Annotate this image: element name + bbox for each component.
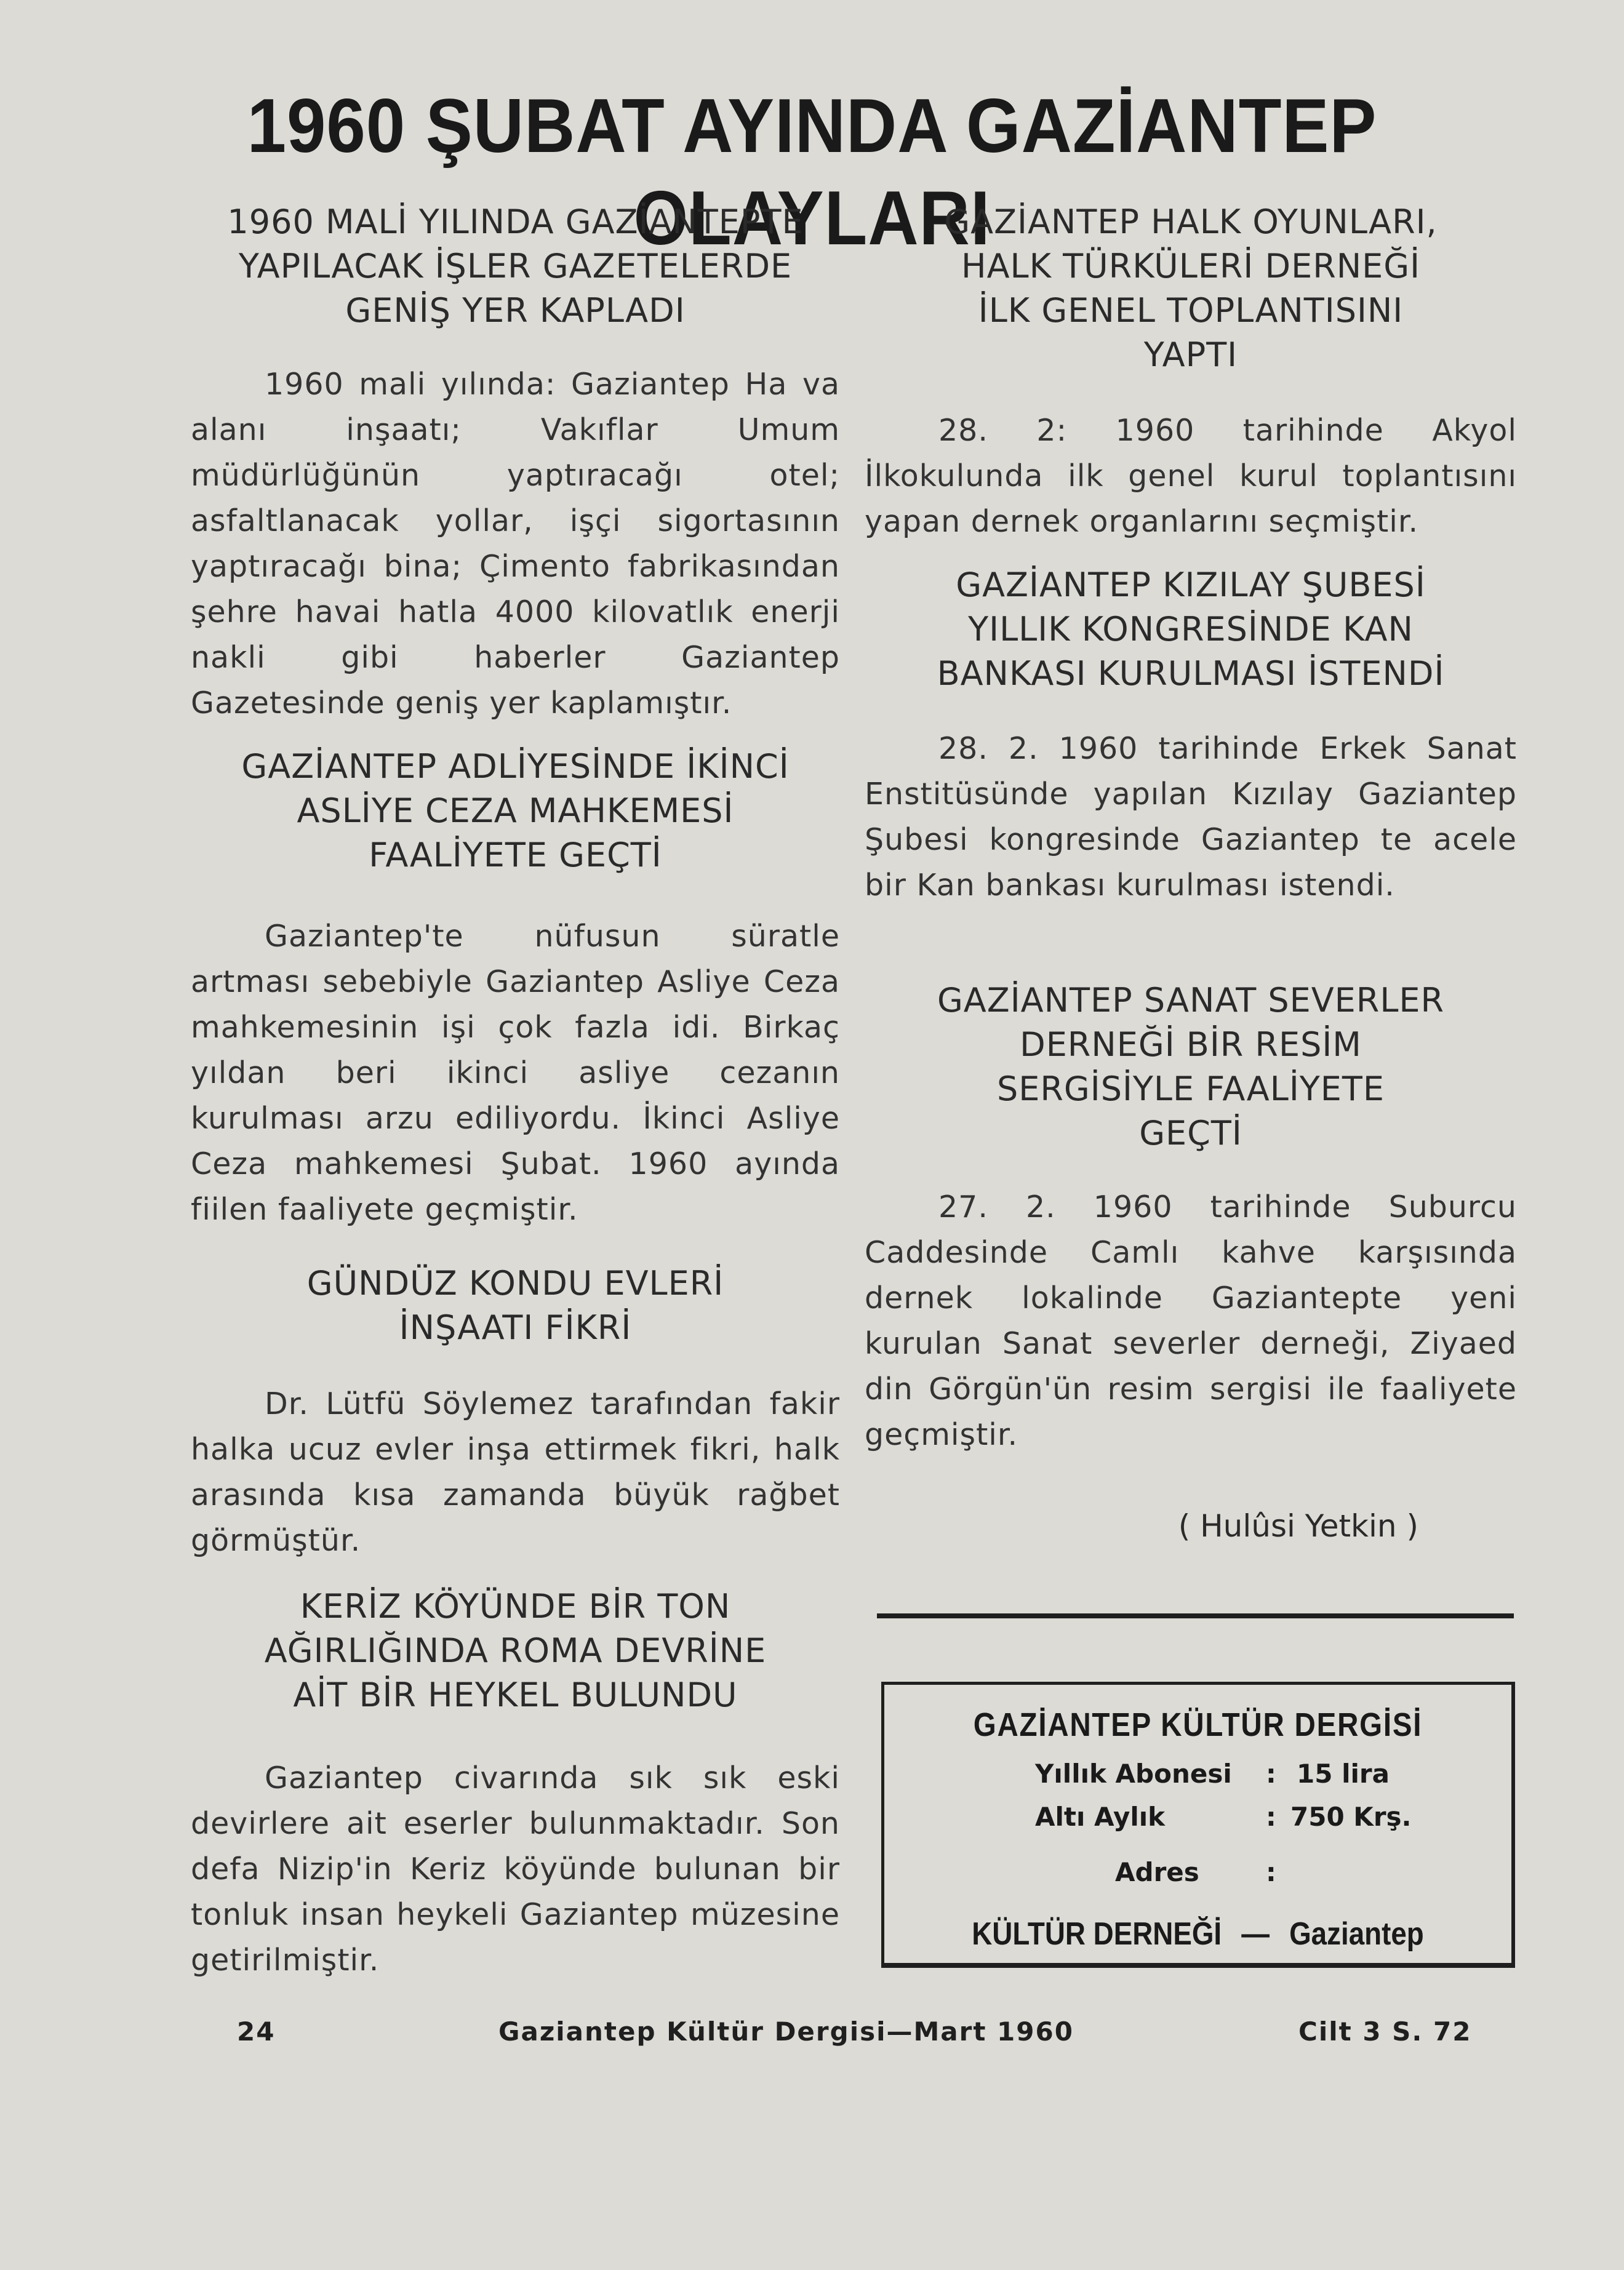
article-headline <box>865 200 1517 377</box>
dash: — <box>1241 1916 1270 1952</box>
headline-line: GAZİANTEP KIZILAY ŞUBESİ <box>956 566 1426 604</box>
separator: : <box>1266 1802 1276 1832</box>
article-body: 27. 2. 1960 tarihinde Suburcu Caddesinde Camlı kahve karşısında dernek lokalinde Gaziantepte yeni kurulan Sanat severler derneği, Ziyaed din Görgün'ün resim sergisi ile faaliyete geçmiştir. <box>865 1189 1517 1452</box>
article-body: Gaziantep civarında sık sık eski devirlere ait eserler bulunmaktadır. Son defa Nizip'in Keriz köyünde bulunan bir tonluk insan heykeli Gaziantep müzesine getirilmiştir. <box>191 1760 840 1978</box>
article-headline <box>191 1585 840 1717</box>
headline-line: GAZİANTEP HALK OYUNLARI, <box>944 202 1438 241</box>
subscription-label: Altı Aylık <box>1035 1802 1166 1832</box>
headline-line: GÜNDÜZ KONDU EVLERİ <box>306 1264 724 1303</box>
headline-line: FAALİYETE GEÇTİ <box>369 836 662 874</box>
headline-line: İNŞAATI FİKRİ <box>399 1308 632 1347</box>
headline-line: HALK TÜRKÜLERİ DERNEĞİ <box>961 247 1421 286</box>
address-label: Adres <box>1115 1857 1199 1887</box>
headline-line: ASLİYE CEZA MAHKEMESİ <box>297 791 734 830</box>
headline-line: İLK GENEL TOPLANTISINI <box>978 291 1404 330</box>
article-headline <box>865 563 1517 696</box>
headline-line: GAZİANTEP SANAT SEVERLER <box>937 981 1445 1020</box>
article-headline <box>865 978 1517 1156</box>
headline-line: GAZİANTEP ADLİYESİNDE İKİNCİ <box>241 747 790 786</box>
article-body: 1960 mali yılında: Gaziantep Ha va alanı inşaatı; Vakıflar Umum müdürlüğünün yaptıracağı otel; asfaltlanacak yollar, işçi sigortasının yaptıracağı bina; Çimento fabrikasından şehre havai hatla 4000 kilovatlık enerji nakli gibi haberler Gaziantep Gazetesinde geniş yer kaplamıştır. <box>191 367 840 721</box>
headline-line: GEÇTİ <box>1139 1114 1242 1153</box>
article-body: 28. 2: 1960 tarihinde Akyol İlkokulunda ilk genel kurul toplantısını yapan dernek organlarını seçmiştir. <box>865 413 1517 539</box>
headline-line: KERİZ KÖYÜNDE BİR TON <box>300 1587 731 1626</box>
headline-line: YAPILACAK İŞLER GAZETELERDE <box>238 247 793 286</box>
headline-line: BANKASI KURULMASI İSTENDİ <box>937 654 1445 693</box>
footer-publication: Gaziantep Kültür Dergisi—Mart 1960 <box>498 2016 1074 2047</box>
article-body: Gaziantep'te nüfusun süratle artması sebebiyle Gaziantep Asliye Ceza mahkemesinin işi çok fazla idi. Birkaç yıldan beri ikinci asliye cezanın kurulması arzu ediliyordu. İkinci Asliye Ceza mahkemesi Şubat. 1960 ayında fiilen faaliyete geçmiştir. <box>191 919 840 1227</box>
headline-line: 1960 MALİ YILINDA GAZİANTEPTE <box>227 202 804 241</box>
subscription-value: 750 Krş. <box>1290 1802 1412 1832</box>
divider-rule <box>877 1613 1514 1618</box>
page-title: 1960 ŞUBAT AYINDA GAZİANTEP OLAYLARI <box>247 84 1377 261</box>
article-headline <box>191 1261 840 1350</box>
article-body: 28. 2. 1960 tarihinde Erkek Sanat Enstitüsünde yapılan Kızılay Gaziantep Şubesi kongresinde Gaziantep te acele bir Kan bankası kurulması istendi. <box>865 731 1517 903</box>
article-headline <box>191 200 840 333</box>
subscription-label: Yıllık Abonesi <box>1035 1759 1232 1789</box>
headline-line: SERGİSİYLE FAALİYETE <box>997 1069 1385 1108</box>
headline-line: YILLIK KONGRESİNDE KAN <box>968 610 1414 649</box>
headline-line: AĞIRLIĞINDA ROMA DEVRİNE <box>264 1631 767 1670</box>
separator: : <box>1266 1759 1276 1789</box>
city-name: Gaziantep <box>1289 1916 1424 1952</box>
separator: : <box>1266 1857 1276 1887</box>
association-name: KÜLTÜR DERNEĞİ <box>972 1916 1222 1952</box>
headline-line: YAPTI <box>1143 335 1238 374</box>
footer-volume: Cilt 3 S. 72 <box>1298 2016 1472 2047</box>
headline-line: AİT BİR HEYKEL BULUNDU <box>293 1676 738 1714</box>
author-signature: ( Hulûsi Yetkin ) <box>1178 1508 1418 1544</box>
headline-line: GENİŞ YER KAPLADI <box>345 291 686 330</box>
headline-line: DERNEĞİ BİR RESİM <box>1020 1025 1362 1064</box>
subscription-value: 15 lira <box>1297 1759 1390 1789</box>
address-line <box>922 1912 1474 1956</box>
subscription-box <box>881 1682 1515 1968</box>
page-number: 24 <box>237 2016 276 2047</box>
article-body: Dr. Lütfü Söylemez tarafından fakir halka ucuz evler inşa ettirmek fikri, halk arasında kısa zamanda büyük rağbet görmüştür. <box>191 1386 840 1558</box>
box-title: GAZİANTEP KÜLTÜR DERGİSİ <box>973 1706 1423 1743</box>
article-headline <box>191 745 840 877</box>
